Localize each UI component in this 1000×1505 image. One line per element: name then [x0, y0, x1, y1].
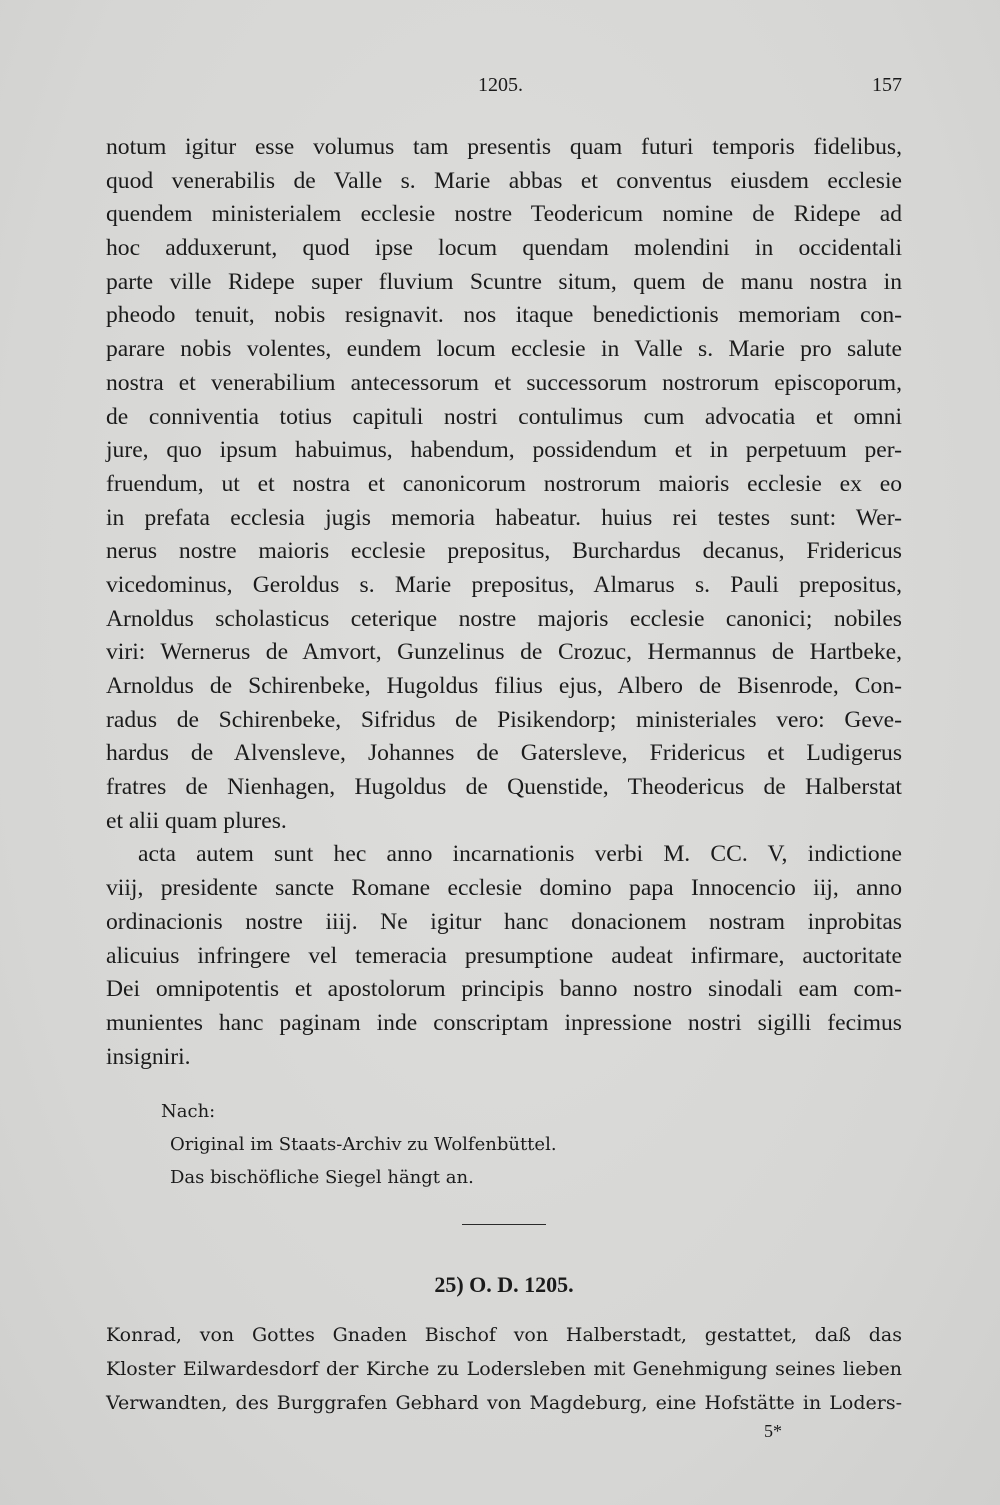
- text-line: parare nobis volentes, eundem locum ecclesie in Valle s. Marie pro salute: [106, 336, 902, 363]
- page-number: 157: [872, 74, 902, 96]
- text-line: viri: Wernerus de Amvort, Gunzelinus de Crozuc, Hermannus de Hartbeke,: [106, 639, 902, 666]
- text-line: nerus nostre maioris ecclesie prepositus, Burchardus decanus, Fridericus: [106, 538, 902, 565]
- text-line: fruendum, ut et nostra et canonicorum nostrorum maioris ecclesie ex eo: [106, 470, 902, 497]
- text-line: radus de Schirenbeke, Sifridus de Pisikendorp; ministeriales vero: Geve-: [106, 706, 902, 733]
- regest-line: Konrad, von Gottes Gnaden Bischof von Halberstadt, gestattet, daß das: [106, 1324, 902, 1346]
- text-line: munientes hanc paginam inde conscriptam inpressione nostri sigilli fecimus: [106, 1009, 902, 1036]
- text-line: quod venerabilis de Valle s. Marie abbas et conventus eiusdem ecclesie: [106, 167, 902, 194]
- document-heading: 25) O. D. 1205.: [434, 1272, 574, 1297]
- text-line: hoc adduxerunt, quod ipse locum quendam molendini in occidentali: [106, 235, 902, 262]
- source-label: Nach:: [161, 1101, 216, 1122]
- text-line: de conniventia totius capituli nostri contulimus cum advocatia et omni: [106, 403, 902, 430]
- text-line: Arnoldus scholasticus ceterique nostre majoris ecclesie canonici; nobiles: [106, 605, 902, 632]
- text-line: in prefata ecclesia jugis memoria habeatur. huius rei testes sunt: Wer-: [106, 504, 902, 531]
- text-line: insigniri.: [106, 1043, 191, 1070]
- header-year: 1205.: [478, 74, 523, 96]
- text-line: nostra et venerabilium antecessorum et successorum nostrorum episcoporum,: [106, 369, 902, 396]
- text-line: pheodo tenuit, nobis resignavit. nos itaque benedictionis memoriam con-: [106, 302, 902, 329]
- regest-summary: [106, 1318, 902, 1420]
- text-line: Dei omnipotentis et apostolorum principis banno nostro sinodali eam com-: [106, 976, 902, 1003]
- text-line: et alii quam plures.: [106, 807, 287, 834]
- signature-mark: 5*: [764, 1421, 782, 1441]
- text-line: fratres de Nienhagen, Hugoldus de Quenstide, Theodericus de Halberstat: [106, 774, 902, 801]
- regest-line: Kloster Eilwardesdorf der Kirche zu Lodersleben mit Genehmigung seines lieben: [106, 1358, 902, 1380]
- source-line: Das bischöfliche Siegel hängt an.: [170, 1167, 474, 1188]
- regest-line: Verwandten, des Burggrafen Gebhard von Magdeburg, eine Hofstätte in Loders-: [106, 1392, 902, 1414]
- charter-text: [106, 131, 902, 1074]
- text-line: vicedominus, Geroldus s. Marie prepositus, Almarus s. Pauli prepositus,: [106, 571, 902, 598]
- source-line: Original im Staats-Archiv zu Wolfenbüttel.: [170, 1134, 557, 1155]
- running-header: [106, 74, 902, 104]
- text-line: acta autem sunt hec anno incarnationis verbi M. CC. V, indictione: [138, 841, 902, 868]
- section-divider: [462, 1224, 546, 1225]
- text-line: viij, presidente sancte Romane ecclesie domino papa Innocencio iij, anno: [106, 875, 902, 902]
- text-line: quendem ministerialem ecclesie nostre Teodericum nomine de Ridepe ad: [106, 201, 902, 228]
- text-line: notum igitur esse volumus tam presentis quam futuri temporis fidelibus,: [106, 134, 902, 160]
- text-line: hardus de Alvensleve, Johannes de Gatersleve, Fridericus et Ludigerus: [106, 740, 902, 767]
- source-note: [106, 1095, 902, 1194]
- text-line: Arnoldus de Schirenbeke, Hugoldus filius ejus, Albero de Bisenrode, Con-: [106, 673, 902, 699]
- text-line: parte ville Ridepe super fluvium Scuntre situm, quem de manu nostra in: [106, 268, 902, 295]
- text-line: alicuius infringere vel temeracia presumptione audeat infirmare, auctoritate: [106, 942, 902, 969]
- text-line: ordinacionis nostre iiij. Ne igitur hanc donacionem nostram inprobitas: [106, 908, 902, 935]
- text-line: jure, quo ipsum habuimus, habendum, possidendum et in perpetuum per-: [106, 437, 902, 464]
